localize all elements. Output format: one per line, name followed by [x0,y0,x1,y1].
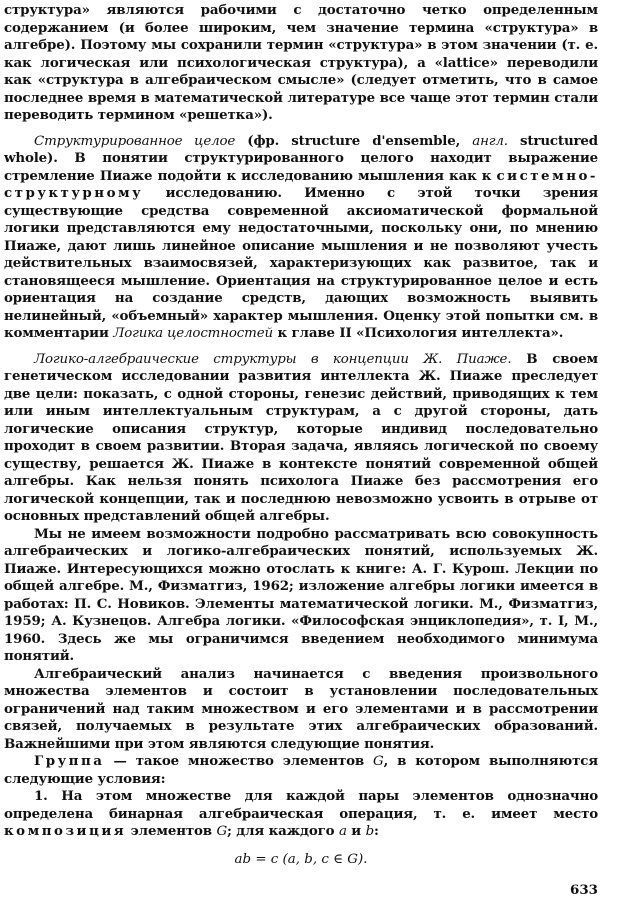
paragraph-structure-term: структура» являются рабочими с достаточно четко определенным содержанием (и более широким, чем значение термина «структура» в алгебре). Поэтому мы сохранили термин «структура» в этом значении (т. е. как логическая или психологическая структура), а «lattice» переводили как «структура в алгебраическом смысле» (следует отметить, что в самое последнее время в математической литературе все чаще этот термин стали переводить термином «решетка»). [4,2,598,123]
text-condition-tail: ; для каждого [227,823,339,839]
text-group-after: , в котором выполняются следующие условия: [4,753,598,787]
formula-text: ab = c (a, b, c ∈ G). [234,851,368,867]
paragraph-logico-algebraic [4,351,598,526]
paragraph-group-definition [4,753,598,788]
spaced-term-system-structural: системно-структурному [4,167,598,201]
text-tail: к главе II «Психология интеллекта». [272,325,564,341]
label-fr: (фр. [247,132,280,149]
text-and: и [346,823,366,839]
term-fr: structure d'ensemble, [291,132,461,149]
text-after-spaced: исследованию. Именно с этой точки зрения существующие средства современной аксиоматической формальной логики представляются ему недостаточными, поскольку они, по мнению Пиаже, дают лишь линейное описание мышления и не позволяют учесть действительных взаимосвязей, характеризующих как развитое, так и становящееся мышление. Ориентация на структурированное целое и есть ориентация на создание средств, дающих возможность выявить нелинейный, «объемный» характер мышления. Оценку этой попытки см. в комментарии [4,185,598,341]
text-colon: : [374,823,379,839]
text-before-spaced: В понятии структурированного целого находит выражение стремление Пиаже подойти к исследованию мышления как к [4,150,598,184]
paragraph-condition-1 [4,788,598,841]
term-en: structured whole). [4,132,599,166]
variable-g: G [373,754,384,769]
text-condition-mid: элементов [126,823,217,839]
page-number: 633 [570,882,598,898]
text-group-before: — такое множество элементов [104,753,374,769]
spaced-term-group: Группа [34,753,105,769]
paragraph-structured-whole [4,133,598,343]
text-condition-lead: 1. На этом множестве для каждой пары элементов однозначно определена бинарная алгебраическая операция, т. е. имеет место [4,788,598,822]
reference-logic-wholeness: Логика целостностей [113,326,273,341]
label-en: англ. [472,133,508,149]
text-logico-body: В своем генетическом исследовании развития интеллекта Ж. Пиаже преследует две цели: показать, с одной стороны, генезис действий, приводящих к тем или иным интеллектуальным структурам, а с другой стороны, дать логические описания структур, которые индивид последовательно проходит в своем развитии. Вторая задача, являясь логической по своему существу, решается Ж. Пиаже в контексте понятий современной общей алгебры. Как нельзя понять психолога Пиаже без рассмотрения его логической концепции, так и последнюю невозможно усвоить в отрыве от основных представлений общей алгебры. [4,350,598,524]
variable-g-2: G [216,824,227,839]
variable-a: a [338,824,347,839]
paragraph-references: Мы не имеем возможности подробно рассматривать всю совокупность алгебраических и логико-алгебраических понятий, используемых Ж. Пиаже. Интересующихся можно отослать к книге: А. Г. Курош. Лекции по общей алгебре. М., Физматгиз, 1962; изложение алгебры логики имеется в работах: П. С. Новиков. Элементы математической логики. М., Физматгиз, 1959; А. Кузнецов. Алгебра логики. «Философская энциклопедия», т. I, М., 1960. Здесь же мы ограничимся введением необходимого минимума понятий. [4,525,598,664]
term-logico-algebraic: Логико-алгебраические структуры в концепции Ж. Пиаже. [34,351,512,367]
spaced-term-composition: композиция [4,823,127,839]
term-structured-whole: Структурированное целое [34,133,236,149]
formula-composition [4,851,598,867]
paragraph-algebraic-analysis: Алгебраический анализ начинается с введения произвольного множества элементов и состоит в установлении последовательных ограничений над таким множеством и его элементами и в рассмотрении связей, получаемых в результате этих алгебраических образований. Важнейшими при этом являются следующие понятия. [4,665,598,752]
variable-b: b [365,824,375,839]
